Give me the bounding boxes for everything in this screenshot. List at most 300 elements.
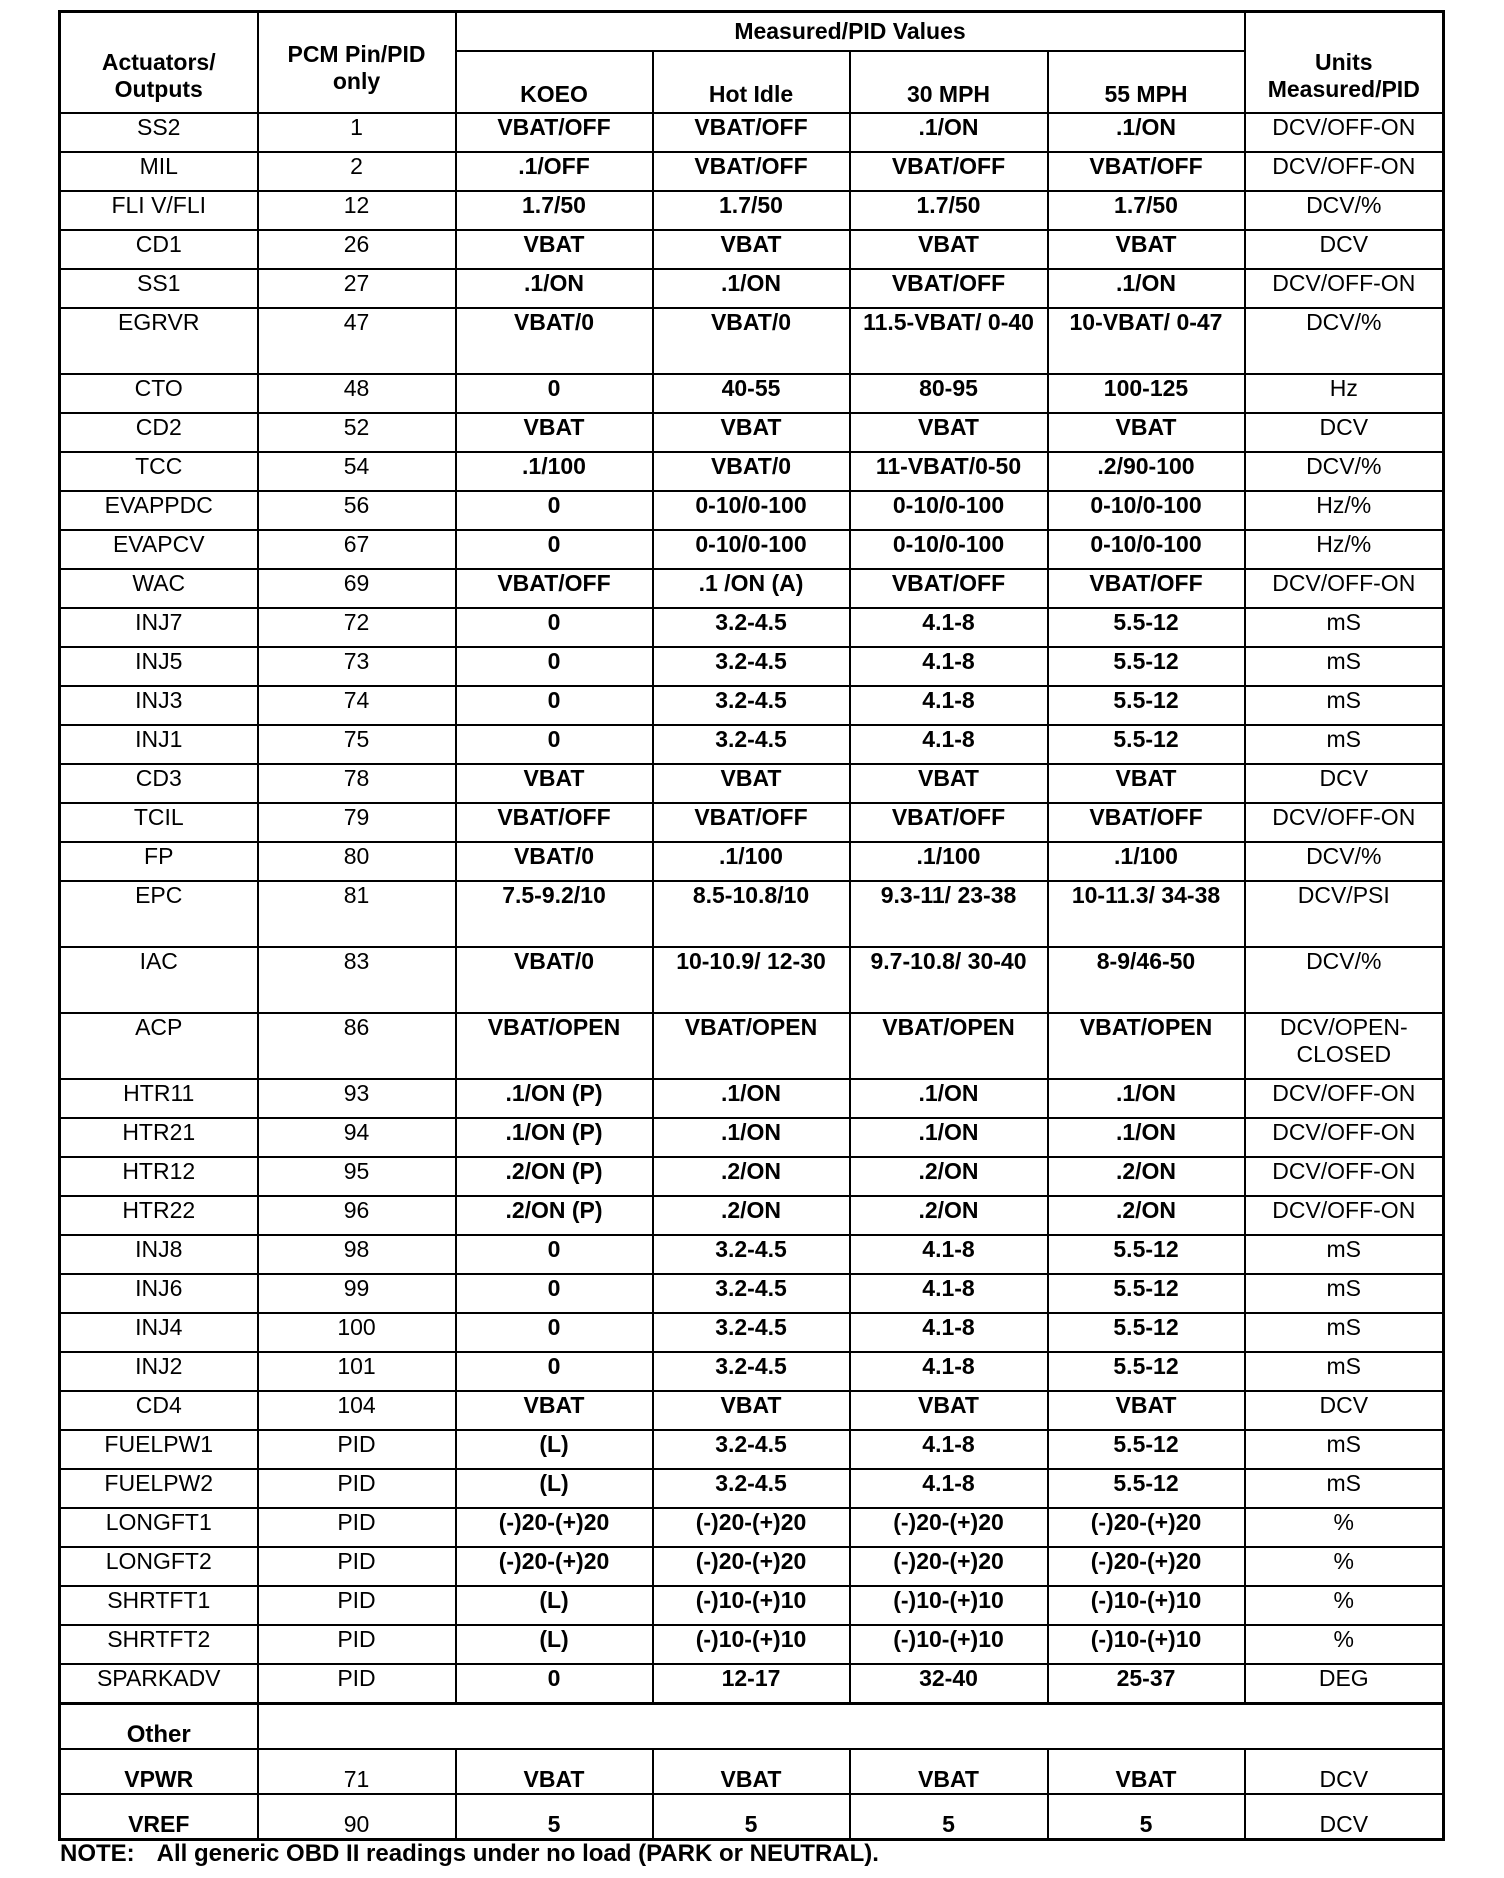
cell-actuator: SS2: [60, 113, 258, 152]
cell-actuator: CD4: [60, 1391, 258, 1430]
cell-hot-idle: VBAT: [653, 230, 850, 269]
cell-hot-idle: 3.2-4.5: [653, 686, 850, 725]
cell-30-mph: .1/ON: [850, 113, 1048, 152]
cell-hot-idle: 3.2-4.5: [653, 725, 850, 764]
cell-actuator: IAC: [60, 947, 258, 1013]
cell-hot-idle: 3.2-4.5: [653, 1352, 850, 1391]
cell-pcm-pin: 12: [258, 191, 456, 230]
cell-koeo: 0: [456, 374, 653, 413]
cell-55-mph: 8-9/46-50: [1048, 947, 1245, 1013]
cell-55-mph: VBAT/OFF: [1048, 803, 1245, 842]
cell-pcm-pin: 94: [258, 1118, 456, 1157]
other-rows: [60, 1749, 1444, 1840]
cell-hot-idle: VBAT/OFF: [653, 113, 850, 152]
cell-hot-idle: VBAT: [653, 1749, 850, 1794]
cell-55-mph: VBAT: [1048, 413, 1245, 452]
cell-55-mph: 0-10/0-100: [1048, 491, 1245, 530]
cell-30-mph: VBAT: [850, 764, 1048, 803]
cell-55-mph: VBAT/OPEN: [1048, 1013, 1245, 1079]
cell-30-mph: VBAT: [850, 1749, 1048, 1794]
cell-30-mph: 11.5-VBAT/ 0-40: [850, 308, 1048, 374]
cell-30-mph: 4.1-8: [850, 1430, 1048, 1469]
cell-koeo: VBAT/OFF: [456, 113, 653, 152]
cell-pcm-pin: 27: [258, 269, 456, 308]
cell-hot-idle: VBAT/OPEN: [653, 1013, 850, 1079]
cell-pcm-pin: PID: [258, 1508, 456, 1547]
cell-55-mph: VBAT: [1048, 1391, 1245, 1430]
table-row: [60, 1352, 1444, 1391]
cell-actuator: FUELPW2: [60, 1469, 258, 1508]
table-row: [60, 1013, 1444, 1079]
cell-30-mph: (-)10-(+)10: [850, 1625, 1048, 1664]
cell-actuator: INJ2: [60, 1352, 258, 1391]
cell-pcm-pin: PID: [258, 1469, 456, 1508]
cell-actuator: EVAPPDC: [60, 491, 258, 530]
cell-actuator: CD2: [60, 413, 258, 452]
cell-koeo: (L): [456, 1430, 653, 1469]
cell-pcm-pin: 95: [258, 1157, 456, 1196]
cell-koeo: 1.7/50: [456, 191, 653, 230]
cell-30-mph: 4.1-8: [850, 1313, 1048, 1352]
header-hot-idle: Hot Idle: [653, 51, 850, 113]
cell-koeo: (L): [456, 1586, 653, 1625]
cell-30-mph: .1/ON: [850, 1079, 1048, 1118]
cell-pcm-pin: 83: [258, 947, 456, 1013]
cell-actuator: EVAPCV: [60, 530, 258, 569]
cell-units: DCV/OFF-ON: [1245, 803, 1444, 842]
cell-units: Hz/%: [1245, 530, 1444, 569]
cell-units: DCV/OFF-ON: [1245, 569, 1444, 608]
cell-actuator: CD1: [60, 230, 258, 269]
cell-55-mph: .1/100: [1048, 842, 1245, 881]
cell-55-mph: .1/ON: [1048, 269, 1245, 308]
cell-hot-idle: 3.2-4.5: [653, 608, 850, 647]
cell-pcm-pin: 99: [258, 1274, 456, 1313]
table-row: [60, 230, 1444, 269]
cell-30-mph: VBAT/OFF: [850, 569, 1048, 608]
cell-hot-idle: .1/ON: [653, 1118, 850, 1157]
cell-units: DCV: [1245, 1794, 1444, 1840]
cell-pcm-pin: 2: [258, 152, 456, 191]
table-row: [60, 803, 1444, 842]
cell-koeo: (L): [456, 1625, 653, 1664]
cell-actuator: SHRTFT1: [60, 1586, 258, 1625]
cell-55-mph: 5.5-12: [1048, 1235, 1245, 1274]
cell-hot-idle: 10-10.9/ 12-30: [653, 947, 850, 1013]
cell-actuator: HTR21: [60, 1118, 258, 1157]
cell-55-mph: 5.5-12: [1048, 1430, 1245, 1469]
cell-55-mph: VBAT/OFF: [1048, 569, 1245, 608]
cell-hot-idle: .1/ON: [653, 269, 850, 308]
cell-units: DCV/OFF-ON: [1245, 269, 1444, 308]
cell-actuator: MIL: [60, 152, 258, 191]
cell-pcm-pin: 100: [258, 1313, 456, 1352]
header-units: Units Measured/PID: [1245, 12, 1444, 114]
cell-30-mph: 4.1-8: [850, 647, 1048, 686]
cell-koeo: 0: [456, 608, 653, 647]
cell-hot-idle: .2/ON: [653, 1196, 850, 1235]
cell-actuator: LONGFT2: [60, 1547, 258, 1586]
cell-units: DCV/OFF-ON: [1245, 1157, 1444, 1196]
cell-koeo: 5: [456, 1794, 653, 1840]
cell-pcm-pin: 72: [258, 608, 456, 647]
cell-koeo: .1/ON: [456, 269, 653, 308]
cell-koeo: VBAT/OPEN: [456, 1013, 653, 1079]
cell-actuator: FP: [60, 842, 258, 881]
cell-pcm-pin: 1: [258, 113, 456, 152]
cell-hot-idle: .1/100: [653, 842, 850, 881]
cell-30-mph: VBAT: [850, 230, 1048, 269]
cell-pcm-pin: 86: [258, 1013, 456, 1079]
cell-30-mph: (-)10-(+)10: [850, 1586, 1048, 1625]
cell-koeo: (L): [456, 1469, 653, 1508]
cell-30-mph: 11-VBAT/0-50: [850, 452, 1048, 491]
cell-55-mph: .2/ON: [1048, 1157, 1245, 1196]
cell-pcm-pin: 47: [258, 308, 456, 374]
table-row: [60, 686, 1444, 725]
cell-koeo: 0: [456, 530, 653, 569]
cell-actuator: VREF: [60, 1794, 258, 1840]
cell-actuator: ACP: [60, 1013, 258, 1079]
cell-units: DCV/%: [1245, 947, 1444, 1013]
cell-30-mph: 9.7-10.8/ 30-40: [850, 947, 1048, 1013]
cell-pcm-pin: 74: [258, 686, 456, 725]
cell-koeo: VBAT/0: [456, 308, 653, 374]
cell-pcm-pin: 54: [258, 452, 456, 491]
cell-actuator: LONGFT1: [60, 1508, 258, 1547]
note-text: All generic OBD II readings under no load (PARK or NEUTRAL).: [156, 1840, 879, 1867]
cell-pcm-pin: 56: [258, 491, 456, 530]
cell-actuator: EPC: [60, 881, 258, 947]
table-row: [60, 152, 1444, 191]
cell-koeo: .2/ON (P): [456, 1196, 653, 1235]
cell-units: DCV/OPEN- CLOSED: [1245, 1013, 1444, 1079]
cell-units: mS: [1245, 1352, 1444, 1391]
table-row: [60, 647, 1444, 686]
cell-hot-idle: .2/ON: [653, 1157, 850, 1196]
cell-units: DCV/OFF-ON: [1245, 113, 1444, 152]
cell-30-mph: 0-10/0-100: [850, 530, 1048, 569]
table-row: [60, 1313, 1444, 1352]
cell-55-mph: 25-37: [1048, 1664, 1245, 1704]
cell-pcm-pin: 52: [258, 413, 456, 452]
cell-30-mph: VBAT: [850, 413, 1048, 452]
cell-55-mph: VBAT: [1048, 1749, 1245, 1794]
footnote: [60, 1840, 879, 1868]
cell-units: mS: [1245, 1313, 1444, 1352]
cell-units: mS: [1245, 1274, 1444, 1313]
cell-units: %: [1245, 1586, 1444, 1625]
header-actuators: Actuators/ Outputs: [60, 12, 258, 114]
cell-koeo: .1/100: [456, 452, 653, 491]
cell-hot-idle: VBAT/0: [653, 452, 850, 491]
cell-hot-idle: 1.7/50: [653, 191, 850, 230]
cell-hot-idle: 3.2-4.5: [653, 1313, 850, 1352]
cell-koeo: VBAT/OFF: [456, 569, 653, 608]
cell-pcm-pin: 79: [258, 803, 456, 842]
cell-30-mph: VBAT/OFF: [850, 269, 1048, 308]
table-row: [60, 1586, 1444, 1625]
cell-30-mph: 5: [850, 1794, 1048, 1840]
cell-30-mph: .1/100: [850, 842, 1048, 881]
cell-hot-idle: 12-17: [653, 1664, 850, 1704]
table-row: [60, 1430, 1444, 1469]
cell-units: DCV/%: [1245, 452, 1444, 491]
table-row: [60, 1274, 1444, 1313]
table-row: [60, 452, 1444, 491]
cell-koeo: VBAT/0: [456, 947, 653, 1013]
table-row: [60, 608, 1444, 647]
table-row: [60, 1118, 1444, 1157]
cell-units: DCV/OFF-ON: [1245, 152, 1444, 191]
cell-pcm-pin: 104: [258, 1391, 456, 1430]
cell-55-mph: 5.5-12: [1048, 1274, 1245, 1313]
cell-55-mph: .2/90-100: [1048, 452, 1245, 491]
cell-actuator: CD3: [60, 764, 258, 803]
cell-30-mph: 80-95: [850, 374, 1048, 413]
cell-koeo: VBAT/0: [456, 842, 653, 881]
cell-hot-idle: (-)20-(+)20: [653, 1547, 850, 1586]
cell-units: mS: [1245, 647, 1444, 686]
cell-55-mph: 5.5-12: [1048, 725, 1245, 764]
cell-units: DCV/%: [1245, 842, 1444, 881]
cell-30-mph: 4.1-8: [850, 686, 1048, 725]
table-row: [60, 269, 1444, 308]
cell-55-mph: .1/ON: [1048, 1079, 1245, 1118]
cell-hot-idle: (-)20-(+)20: [653, 1508, 850, 1547]
cell-pcm-pin: 48: [258, 374, 456, 413]
table-row: [60, 308, 1444, 374]
table-row: [60, 413, 1444, 452]
cell-units: DCV: [1245, 230, 1444, 269]
cell-hot-idle: VBAT/OFF: [653, 803, 850, 842]
table-row: [60, 569, 1444, 608]
cell-units: Hz/%: [1245, 491, 1444, 530]
pid-values-sheet: [58, 10, 1442, 1841]
cell-koeo: 0: [456, 1664, 653, 1704]
cell-units: %: [1245, 1508, 1444, 1547]
table-row: [60, 881, 1444, 947]
cell-hot-idle: 3.2-4.5: [653, 1274, 850, 1313]
cell-actuator: HTR22: [60, 1196, 258, 1235]
cell-30-mph: 1.7/50: [850, 191, 1048, 230]
cell-koeo: 0: [456, 1235, 653, 1274]
cell-actuator: VPWR: [60, 1749, 258, 1794]
cell-pcm-pin: 81: [258, 881, 456, 947]
cell-55-mph: .1/ON: [1048, 113, 1245, 152]
cell-30-mph: VBAT/OPEN: [850, 1013, 1048, 1079]
cell-30-mph: .2/ON: [850, 1196, 1048, 1235]
header-30-mph: 30 MPH: [850, 51, 1048, 113]
table-row: [60, 1469, 1444, 1508]
table-header: [60, 12, 1444, 114]
cell-30-mph: 4.1-8: [850, 1469, 1048, 1508]
cell-30-mph: (-)20-(+)20: [850, 1508, 1048, 1547]
cell-actuator: INJ6: [60, 1274, 258, 1313]
cell-actuator: HTR11: [60, 1079, 258, 1118]
cell-hot-idle: 0-10/0-100: [653, 530, 850, 569]
table-row: [60, 113, 1444, 152]
cell-pcm-pin: 96: [258, 1196, 456, 1235]
cell-actuator: EGRVR: [60, 308, 258, 374]
cell-55-mph: (-)10-(+)10: [1048, 1586, 1245, 1625]
cell-pcm-pin: 90: [258, 1794, 456, 1840]
other-label: Other: [60, 1704, 258, 1750]
cell-30-mph: VBAT: [850, 1391, 1048, 1430]
cell-koeo: VBAT: [456, 764, 653, 803]
table-row: [60, 1157, 1444, 1196]
cell-hot-idle: 8.5-10.8/10: [653, 881, 850, 947]
cell-actuator: FUELPW1: [60, 1430, 258, 1469]
cell-actuator: SS1: [60, 269, 258, 308]
cell-koeo: .1/OFF: [456, 152, 653, 191]
cell-koeo: 0: [456, 686, 653, 725]
cell-koeo: 0: [456, 491, 653, 530]
cell-hot-idle: 3.2-4.5: [653, 1430, 850, 1469]
cell-koeo: .1/ON (P): [456, 1118, 653, 1157]
cell-units: DCV: [1245, 1391, 1444, 1430]
cell-55-mph: (-)10-(+)10: [1048, 1625, 1245, 1664]
table-row: [60, 842, 1444, 881]
cell-units: DCV: [1245, 764, 1444, 803]
cell-30-mph: 32-40: [850, 1664, 1048, 1704]
cell-actuator: INJ8: [60, 1235, 258, 1274]
cell-55-mph: .2/ON: [1048, 1196, 1245, 1235]
cell-actuator: INJ1: [60, 725, 258, 764]
cell-pcm-pin: PID: [258, 1664, 456, 1704]
cell-hot-idle: 3.2-4.5: [653, 1469, 850, 1508]
cell-koeo: 0: [456, 647, 653, 686]
cell-30-mph: 4.1-8: [850, 608, 1048, 647]
cell-koeo: 0: [456, 725, 653, 764]
cell-hot-idle: VBAT: [653, 764, 850, 803]
cell-30-mph: VBAT/OFF: [850, 803, 1048, 842]
cell-pcm-pin: 69: [258, 569, 456, 608]
cell-pcm-pin: 93: [258, 1079, 456, 1118]
cell-55-mph: 100-125: [1048, 374, 1245, 413]
cell-koeo: (-)20-(+)20: [456, 1508, 653, 1547]
cell-units: DCV/OFF-ON: [1245, 1079, 1444, 1118]
cell-actuator: TCC: [60, 452, 258, 491]
cell-55-mph: 5: [1048, 1794, 1245, 1840]
other-blank: [258, 1704, 1444, 1750]
cell-hot-idle: 5: [653, 1794, 850, 1840]
cell-pcm-pin: PID: [258, 1547, 456, 1586]
cell-30-mph: (-)20-(+)20: [850, 1547, 1048, 1586]
table-row: [60, 1196, 1444, 1235]
cell-units: Hz: [1245, 374, 1444, 413]
cell-55-mph: 5.5-12: [1048, 1469, 1245, 1508]
cell-pcm-pin: PID: [258, 1430, 456, 1469]
cell-30-mph: .2/ON: [850, 1157, 1048, 1196]
cell-hot-idle: VBAT: [653, 1391, 850, 1430]
cell-pcm-pin: 71: [258, 1749, 456, 1794]
header-koeo: KOEO: [456, 51, 653, 113]
cell-actuator: HTR12: [60, 1157, 258, 1196]
cell-55-mph: VBAT/OFF: [1048, 152, 1245, 191]
cell-hot-idle: .1 /ON (A): [653, 569, 850, 608]
cell-30-mph: .1/ON: [850, 1118, 1048, 1157]
cell-hot-idle: .1/ON: [653, 1079, 850, 1118]
cell-pcm-pin: 26: [258, 230, 456, 269]
table-body: [60, 113, 1444, 1704]
cell-actuator: INJ3: [60, 686, 258, 725]
cell-hot-idle: 0-10/0-100: [653, 491, 850, 530]
cell-pcm-pin: 75: [258, 725, 456, 764]
cell-hot-idle: VBAT: [653, 413, 850, 452]
cell-pcm-pin: PID: [258, 1625, 456, 1664]
cell-units: DCV/OFF-ON: [1245, 1118, 1444, 1157]
table-row: [60, 374, 1444, 413]
cell-55-mph: 10-VBAT/ 0-47: [1048, 308, 1245, 374]
cell-55-mph: 1.7/50: [1048, 191, 1245, 230]
cell-units: mS: [1245, 608, 1444, 647]
cell-pcm-pin: 78: [258, 764, 456, 803]
other-section: [60, 1704, 1444, 1750]
cell-koeo: (-)20-(+)20: [456, 1547, 653, 1586]
table-row: [60, 191, 1444, 230]
cell-units: DEG: [1245, 1664, 1444, 1704]
cell-30-mph: 0-10/0-100: [850, 491, 1048, 530]
cell-units: DCV: [1245, 413, 1444, 452]
table-row: [60, 491, 1444, 530]
cell-units: mS: [1245, 1235, 1444, 1274]
cell-koeo: 7.5-9.2/10: [456, 881, 653, 947]
header-55-mph: 55 MPH: [1048, 51, 1245, 113]
cell-hot-idle: VBAT/OFF: [653, 152, 850, 191]
table-row: [60, 725, 1444, 764]
cell-55-mph: 5.5-12: [1048, 1352, 1245, 1391]
header-pcm-pin: PCM Pin/PID only: [258, 12, 456, 114]
cell-hot-idle: 40-55: [653, 374, 850, 413]
cell-55-mph: (-)20-(+)20: [1048, 1547, 1245, 1586]
cell-actuator: CTO: [60, 374, 258, 413]
cell-55-mph: 5.5-12: [1048, 647, 1245, 686]
cell-koeo: VBAT: [456, 1749, 653, 1794]
cell-55-mph: .1/ON: [1048, 1118, 1245, 1157]
cell-30-mph: 4.1-8: [850, 1235, 1048, 1274]
cell-actuator: WAC: [60, 569, 258, 608]
cell-pcm-pin: 67: [258, 530, 456, 569]
note-label: NOTE:: [60, 1840, 135, 1867]
cell-koeo: VBAT: [456, 1391, 653, 1430]
cell-units: DCV/OFF-ON: [1245, 1196, 1444, 1235]
cell-30-mph: VBAT/OFF: [850, 152, 1048, 191]
table-row: [60, 764, 1444, 803]
cell-55-mph: 5.5-12: [1048, 608, 1245, 647]
cell-55-mph: 10-11.3/ 34-38: [1048, 881, 1245, 947]
cell-units: mS: [1245, 1469, 1444, 1508]
table-row: [60, 1794, 1444, 1840]
cell-koeo: 0: [456, 1352, 653, 1391]
table-row: [60, 1508, 1444, 1547]
cell-actuator: INJ4: [60, 1313, 258, 1352]
cell-pcm-pin: 80: [258, 842, 456, 881]
cell-actuator: FLI V/FLI: [60, 191, 258, 230]
cell-actuator: INJ7: [60, 608, 258, 647]
cell-30-mph: 9.3-11/ 23-38: [850, 881, 1048, 947]
cell-55-mph: (-)20-(+)20: [1048, 1508, 1245, 1547]
cell-koeo: .1/ON (P): [456, 1079, 653, 1118]
cell-actuator: SHRTFT2: [60, 1625, 258, 1664]
cell-units: mS: [1245, 1430, 1444, 1469]
cell-55-mph: 0-10/0-100: [1048, 530, 1245, 569]
table-row: [60, 1664, 1444, 1704]
cell-pcm-pin: 98: [258, 1235, 456, 1274]
cell-30-mph: 4.1-8: [850, 1274, 1048, 1313]
table-row: [60, 1749, 1444, 1794]
cell-units: %: [1245, 1547, 1444, 1586]
